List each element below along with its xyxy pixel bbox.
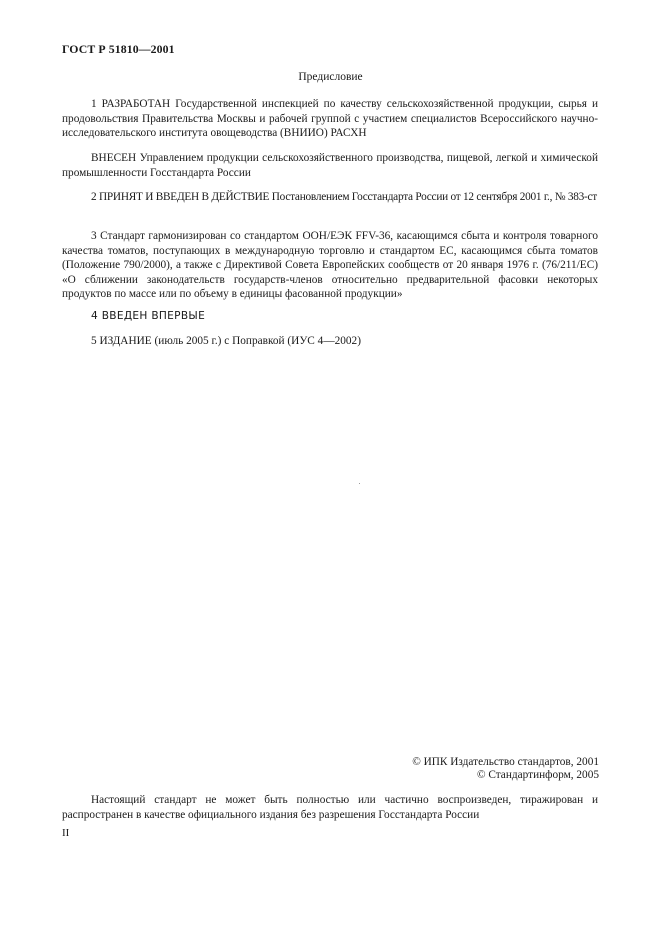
page-number: II <box>62 827 70 839</box>
standard-code-header: ГОСТ Р 51810—2001 <box>62 42 175 56</box>
paragraph-harmonized: 3 Стандарт гармонизирован со стандартом ООН/ЕЭК FFV-36, касающимся сбыта и контроля товарного качества томатов, поступающих в международную торговлю и стандартом ЕС, касающимся сбыта томатов (Положение 790/2000), а также с Директивой Совета Европейских сообществ от 20 января 1976 г. (76/211/ЕС) «О сближении законодательств государств-членов относительно предварительной фасовки некоторых продуктов по массе или по объему в единицы фасованной продукции» <box>62 230 598 301</box>
paragraph-edition: 5 ИЗДАНИЕ (июль 2005 г.) с Поправкой (ИУС 4—2002) <box>91 335 361 347</box>
copyright-line-standartinform: © Стандартинформ, 2005 <box>476 769 599 781</box>
paragraph-introduced: ВНЕСЕН Управлением продукции сельскохозяйственного производства, пищевой, легкой и химической промышленности Госстандарта России <box>62 152 598 179</box>
paragraph-developed: 1 РАЗРАБОТАН Государственной инспекцией по качеству сельскохозяйственной продукции, сырья и продовольствия Правительства Москвы и рабочей группой с участием специалистов Всероссийского научно-исследовательского института овощеводства (ВНИИО) РАСХН <box>62 98 598 140</box>
paragraph-first-introduced: 4 ВВЕДЕН ВПЕРВЫЕ <box>91 310 206 322</box>
section-title: Предисловие <box>298 71 363 83</box>
copyright-line-publisher: © ИПК Издательство стандартов, 2001 <box>412 756 599 768</box>
reproduction-notice: Настоящий стандарт не может быть полностью или частично воспроизведен, тиражирован и распространен в качестве официального издания без разрешения Госстандарта России <box>62 794 598 821</box>
scan-speck <box>359 483 360 484</box>
paragraph-adopted: 2 ПРИНЯТ И ВВЕДЕН В ДЕЙСТВИЕ Постановлением Госстандарта России от 12 сентября 2001 г., № 383-ст <box>91 191 597 203</box>
